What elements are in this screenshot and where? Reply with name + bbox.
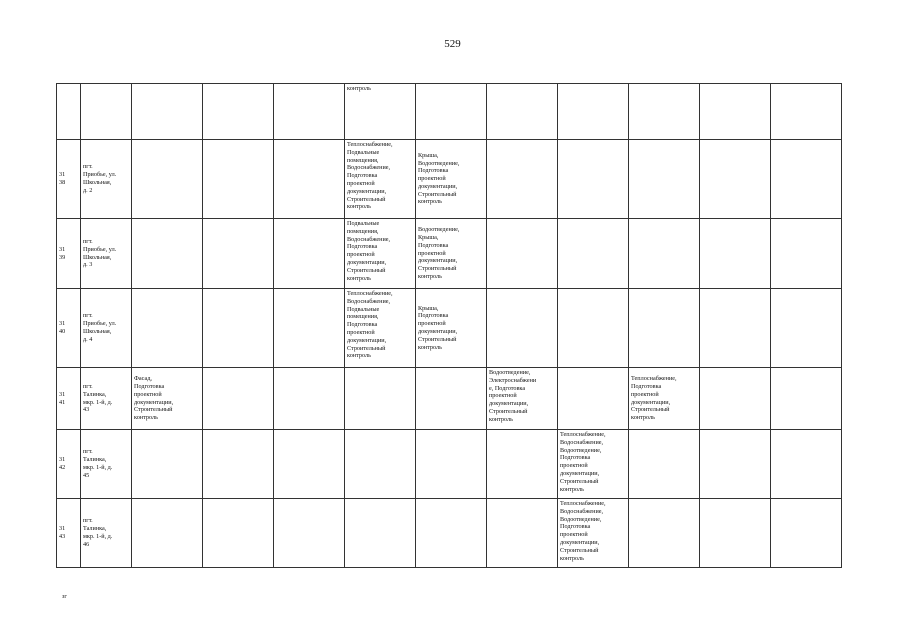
work-cell xyxy=(700,499,771,568)
work-cell xyxy=(487,140,558,219)
work-cell xyxy=(132,289,203,368)
work-cell xyxy=(203,84,274,140)
work-cell xyxy=(203,499,274,568)
work-cell xyxy=(274,84,345,140)
work-cell: Теплоснабжение, Подвальные помещения, Водоснабжение, Подготовка проектной документации, Строительный контроль xyxy=(345,140,416,219)
row-number-cell: 31 43 xyxy=(57,499,81,568)
work-cell xyxy=(274,140,345,219)
row-number-cell: 31 39 xyxy=(57,219,81,289)
work-cell xyxy=(771,84,842,140)
work-cell xyxy=(487,219,558,289)
work-cell xyxy=(558,140,629,219)
work-cell xyxy=(487,84,558,140)
work-cell xyxy=(629,140,700,219)
address-cell: пгт. Талинка, мкр. 1-й, д. 45 xyxy=(81,430,132,499)
work-cell xyxy=(203,289,274,368)
row-number-cell: 31 40 xyxy=(57,289,81,368)
row-number-cell: 31 41 xyxy=(57,368,81,430)
work-cell xyxy=(416,430,487,499)
work-cell xyxy=(771,499,842,568)
work-cell xyxy=(203,219,274,289)
work-cell xyxy=(416,84,487,140)
table-row xyxy=(57,368,842,430)
address-cell: пгт. Талинка, мкр. 1-й, д. 46 xyxy=(81,499,132,568)
work-cell: Водоотведение, Крыша, Подготовка проектной документации, Строительный контроль xyxy=(416,219,487,289)
work-cell xyxy=(629,219,700,289)
work-cell xyxy=(558,219,629,289)
work-cell: Крыша, Подготовка проектной документации, Строительный контроль xyxy=(416,289,487,368)
work-cell xyxy=(771,289,842,368)
work-cell: Теплоснабжение, Водоснабжение, Подвальные помещения, Подготовка проектной документации, Строительный контроль xyxy=(345,289,416,368)
work-cell xyxy=(487,430,558,499)
work-cell xyxy=(629,430,700,499)
work-cell: Теплоснабжение, Водоснабжение, Водоотведение, Подготовка проектной документации, Строительный контроль xyxy=(558,430,629,499)
address-cell: пгт. Талинка, мкр. 1-й, д. 43 xyxy=(81,368,132,430)
row-number-cell: 31 42 xyxy=(57,430,81,499)
row-number-cell xyxy=(57,84,81,140)
table-row xyxy=(57,289,842,368)
work-cell xyxy=(345,430,416,499)
table-row xyxy=(57,499,842,568)
work-cell: Фасад, Подготовка проектной документации, Строительный контроль xyxy=(132,368,203,430)
work-cell xyxy=(345,368,416,430)
work-cell: Теплоснабжение, Подготовка проектной документации, Строительный контроль xyxy=(629,368,700,430)
footer-mark: зг xyxy=(62,594,67,600)
work-cell xyxy=(274,430,345,499)
work-cell: Крыша, Водоотведение, Подготовка проектной документации, Строительный контроль xyxy=(416,140,487,219)
work-cell xyxy=(629,499,700,568)
work-cell: контроль xyxy=(345,84,416,140)
address-cell: пгт. Приобье, ул. Школьная, д. 2 xyxy=(81,140,132,219)
work-cell xyxy=(416,499,487,568)
work-cell xyxy=(132,219,203,289)
work-cell xyxy=(203,140,274,219)
work-cell xyxy=(771,430,842,499)
work-cell xyxy=(132,499,203,568)
table-row xyxy=(57,140,842,219)
work-cell xyxy=(558,289,629,368)
work-cell xyxy=(700,84,771,140)
work-cell: Теплоснабжение, Водоснабжение, Водоотведение, Подготовка проектной документации, Строительный контроль xyxy=(558,499,629,568)
work-cell xyxy=(132,430,203,499)
work-cell xyxy=(700,289,771,368)
work-cell xyxy=(700,368,771,430)
work-cell xyxy=(629,289,700,368)
work-cell xyxy=(487,289,558,368)
work-cell xyxy=(700,219,771,289)
work-cell xyxy=(132,140,203,219)
work-cell xyxy=(274,368,345,430)
work-cell xyxy=(771,140,842,219)
work-cell xyxy=(771,219,842,289)
address-cell: пгт. Приобье, ул. Школьная, д. 4 xyxy=(81,289,132,368)
work-cell xyxy=(487,499,558,568)
work-cell xyxy=(274,289,345,368)
work-cell xyxy=(558,368,629,430)
work-cell xyxy=(771,368,842,430)
row-number-cell: 31 38 xyxy=(57,140,81,219)
work-cell xyxy=(132,84,203,140)
work-cell: Подвальные помещения, Водоснабжение, Подготовка проектной документации, Строительный контроль xyxy=(345,219,416,289)
address-cell xyxy=(81,84,132,140)
address-cell: пгт. Приобье, ул. Школьная, д. 3 xyxy=(81,219,132,289)
work-cell xyxy=(700,140,771,219)
work-cell xyxy=(203,430,274,499)
work-cell xyxy=(203,368,274,430)
work-cell xyxy=(700,430,771,499)
work-cell xyxy=(274,219,345,289)
page-number: 529 xyxy=(444,38,461,50)
work-cell xyxy=(416,368,487,430)
work-cell xyxy=(345,499,416,568)
table-row xyxy=(57,430,842,499)
table-row xyxy=(57,219,842,289)
table-row xyxy=(57,84,842,140)
works-table xyxy=(56,83,842,568)
work-cell xyxy=(629,84,700,140)
work-cell xyxy=(558,84,629,140)
work-cell: Водоотведение, Электроснабжени e, Подготовка проектной документации, Строительный контроль xyxy=(487,368,558,430)
work-cell xyxy=(274,499,345,568)
